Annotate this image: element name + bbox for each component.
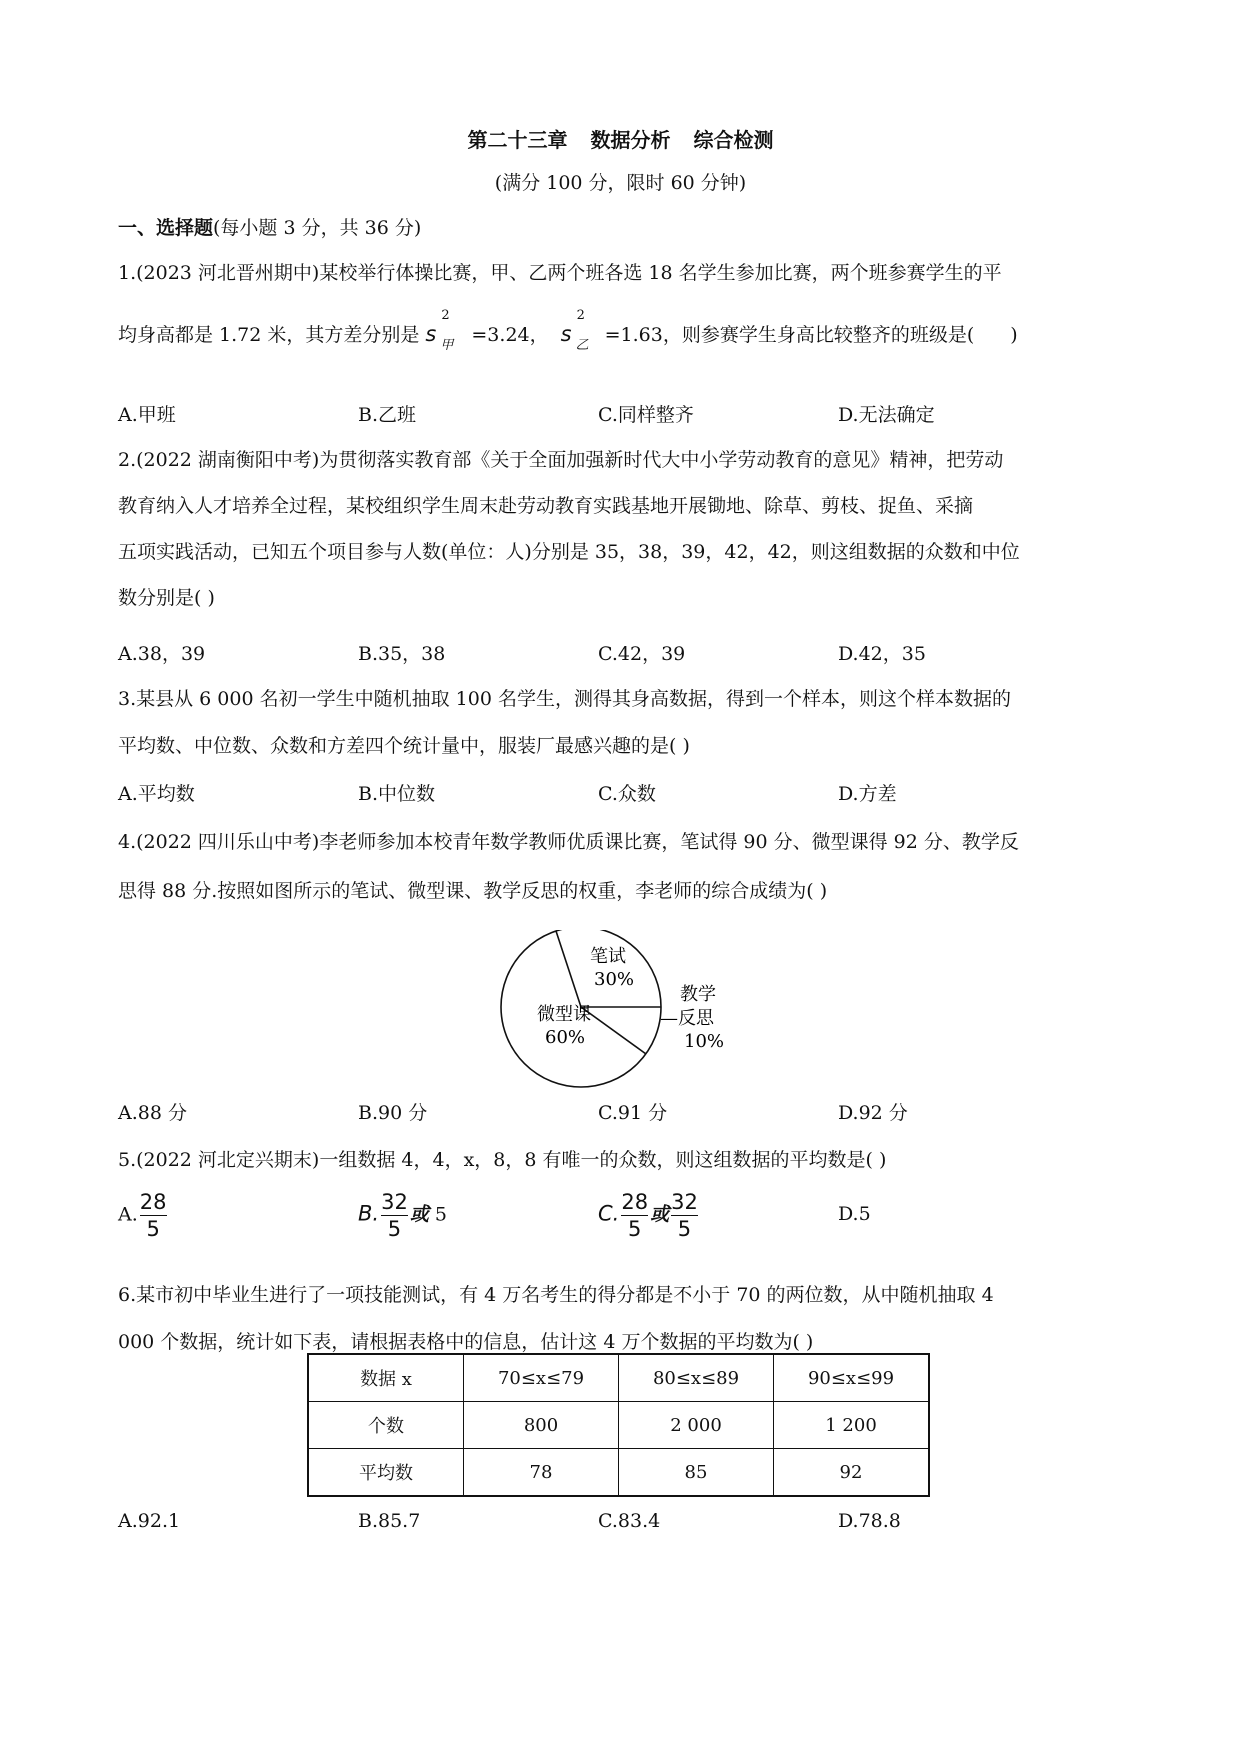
q5-option-a[interactable]: [118, 1191, 169, 1240]
q5-b-or: 或: [409, 1203, 429, 1226]
q5-option-a-prefix: A.: [118, 1203, 138, 1226]
q4-line1: 4.(2022 四川乐山中考)李老师参加本校青年数学教师优质课比赛，笔试得 90 分、微型课得 92 分、教学反: [118, 831, 1019, 853]
q1-line2: [118, 308, 1018, 353]
q5-c-numerator-1: 28: [621, 1190, 649, 1214]
q3-option-c[interactable]: C.众数: [598, 783, 656, 805]
q1-sub-a: 甲: [440, 338, 454, 353]
section-note: (每小题 3 分，共 36 分): [213, 217, 422, 239]
q4-option-b[interactable]: B.90 分: [358, 1102, 428, 1124]
q5-b-denominator: 5: [387, 1217, 402, 1242]
q5-option-b-fraction: [381, 1191, 408, 1240]
q4-option-c[interactable]: C.91 分: [598, 1102, 668, 1124]
q5-line1: 5.(2022 河北定兴期末)一组数据 4，4，x，8，8 有唯一的众数，则这组数据的平均数是( ): [118, 1149, 887, 1171]
q5-a-denominator: 5: [146, 1217, 160, 1242]
q1-line2-text: 均身高都是 1.72 米，其方差分别是: [118, 324, 420, 346]
q1-sup-b: 2: [576, 308, 585, 323]
q3-line2: 平均数、中位数、众数和方差四个统计量中，服装厂最感兴趣的是( ): [118, 735, 690, 757]
q2-line3: 五项实践活动，已知五个项目参与人数(单位：人)分别是 35，38，39，42，42，则这组数据的众数和中位: [118, 541, 1020, 563]
q3-option-d[interactable]: D.方差: [838, 783, 897, 805]
q1-val-b: =1.63，则参赛学生身高比较整齐的班级是(: [604, 324, 975, 346]
q2-option-d[interactable]: D.42，35: [838, 643, 926, 665]
q1-sup-a: 2: [441, 308, 450, 323]
q3-line1: 3.某县从 6 000 名初一学生中随机抽取 100 名学生，测得其身高数据，得到一个样本，则这个样本数据的: [118, 688, 1011, 710]
q1-line1: 1.(2023 河北晋州期中)某校举行体操比赛，甲、乙两个班各选 18 名学生参加比赛，两个班参赛学生的平: [118, 262, 1002, 284]
q5-a-numerator: 28: [139, 1190, 167, 1214]
title-chapter: 第二十三章: [467, 128, 568, 152]
table-cell: 平均数: [308, 1449, 464, 1497]
q1-sub-b: 乙: [575, 338, 589, 353]
table-row: [308, 1402, 929, 1449]
q2-line4: 数分别是( ): [118, 587, 215, 609]
table-cell: 90≤x≤99: [774, 1354, 930, 1402]
q3-option-a[interactable]: A.平均数: [118, 783, 195, 805]
page-title: [0, 124, 1241, 153]
pie-pct-microlesson: 60%: [545, 1027, 586, 1048]
q1-option-a[interactable]: A.甲班: [118, 404, 176, 426]
table-cell: 80≤x≤89: [619, 1354, 774, 1402]
pie-divider-top: [556, 931, 581, 1007]
q5-b-numerator: 32: [381, 1190, 408, 1214]
q1-s-symbol-b: s: [560, 322, 572, 346]
page-subtitle: (满分 100 分，限时 60 分钟): [494, 172, 747, 194]
table-cell: 70≤x≤79: [464, 1354, 619, 1402]
title-type: 综合检测: [693, 128, 774, 152]
q5-c-denominator-2: 5: [677, 1217, 692, 1242]
q2-option-a[interactable]: A.38，39: [118, 643, 206, 665]
q5-c-numerator-2: 32: [671, 1190, 698, 1214]
q5-c-or: 或: [650, 1203, 670, 1226]
pie-label-reflection-1: 教学: [680, 984, 716, 1005]
q1-option-b[interactable]: B.乙班: [358, 404, 417, 426]
table-cell: 数据 x: [308, 1354, 464, 1402]
q2-line2: 教育纳入人才培养全过程，某校组织学生周末赴劳动教育实践基地开展锄地、除草、剪枝、捉鱼、采摘: [118, 495, 974, 517]
q6-data-table: [307, 1353, 930, 1497]
q5-option-c-fraction-2: [671, 1191, 698, 1240]
q1-s-symbol-a: s: [425, 322, 437, 346]
table-row: [308, 1354, 929, 1402]
table-cell: 个数: [308, 1402, 464, 1449]
q5-option-c[interactable]: [598, 1191, 700, 1240]
table-row: [308, 1449, 929, 1497]
q4-option-a[interactable]: A.88 分: [118, 1102, 187, 1124]
section-title: 一、选择题: [118, 217, 214, 239]
q2-option-c[interactable]: C.42，39: [598, 643, 686, 665]
q1-option-d[interactable]: D.无法确定: [838, 404, 935, 426]
q6-option-b[interactable]: B.85.7: [358, 1510, 421, 1532]
q1-variance-b: [560, 308, 605, 353]
q2-option-b[interactable]: B.35，38: [358, 643, 446, 665]
q4-option-d[interactable]: D.92 分: [838, 1102, 908, 1124]
q4-pie-chart: [500, 930, 760, 1090]
q5-option-a-fraction: [140, 1191, 167, 1240]
q5-option-b-prefix: B.: [358, 1201, 380, 1226]
section-heading: [118, 213, 421, 240]
q6-option-d[interactable]: D.78.8: [838, 1510, 901, 1532]
pie-label-written: 笔试: [590, 946, 626, 967]
q5-option-b[interactable]: [358, 1191, 447, 1240]
q1-val-a: =3.24，: [471, 324, 549, 346]
q5-option-c-fraction-1: [621, 1191, 648, 1240]
q1-option-c[interactable]: C.同样整齐: [598, 404, 694, 426]
title-topic: 数据分析: [590, 128, 671, 152]
q4-line2: 思得 88 分.按照如图所示的笔试、微型课、教学反思的权重，李老师的综合成绩为( ): [118, 880, 828, 902]
table-cell: 85: [619, 1449, 774, 1497]
table-cell: 1 200: [774, 1402, 930, 1449]
table-cell: 800: [464, 1402, 619, 1449]
table-cell: 92: [774, 1449, 930, 1497]
q5-option-d[interactable]: D.5: [838, 1203, 871, 1225]
table-cell: 78: [464, 1449, 619, 1497]
pie-pct-reflection: 10%: [684, 1031, 725, 1052]
pie-label-reflection-2: —反思: [660, 1008, 714, 1029]
q1-close: ): [1010, 324, 1018, 346]
q6-line1: 6.某市初中毕业生进行了一项技能测试，有 4 万名考生的得分都是不小于 70 的两位数，从中随机抽取 4: [118, 1284, 994, 1306]
q6-option-c[interactable]: C.83.4: [598, 1510, 661, 1532]
table-cell: 2 000: [619, 1402, 774, 1449]
q5-b-tail: 5: [434, 1203, 447, 1226]
q6-option-a[interactable]: A.92.1: [118, 1510, 181, 1532]
q3-option-b[interactable]: B.中位数: [358, 783, 436, 805]
q6-line2: 000 个数据，统计如下表，请根据表格中的信息，估计这 4 万个数据的平均数为( ): [118, 1331, 814, 1353]
q5-option-c-prefix: C.: [598, 1201, 620, 1226]
q5-c-denominator-1: 5: [628, 1217, 642, 1242]
q1-variance-a: [425, 308, 471, 353]
pie-pct-written: 30%: [594, 969, 635, 990]
pie-label-microlesson: 微型课: [537, 1004, 591, 1025]
q2-line1: 2.(2022 湖南衡阳中考)为贯彻落实教育部《关于全面加强新时代大中小学劳动教育的意见》精神，把劳动: [118, 449, 1004, 471]
